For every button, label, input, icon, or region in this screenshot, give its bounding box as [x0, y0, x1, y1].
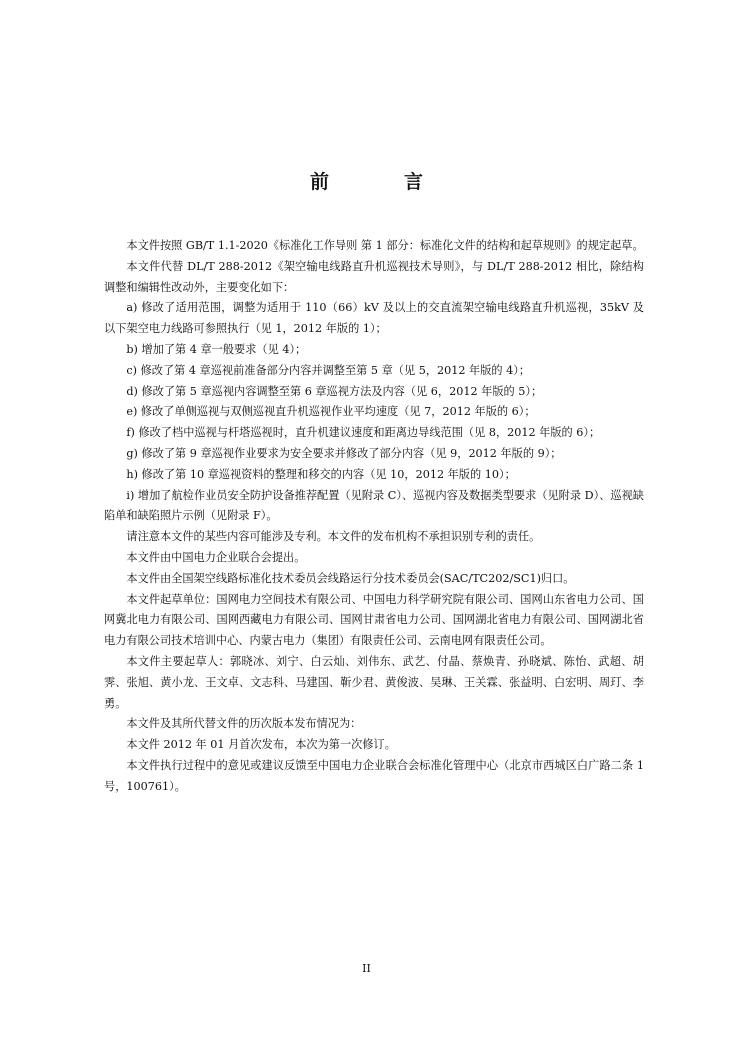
paragraph: 本文件起草单位：国网电力空间技术有限公司、中国电力科学研究院有限公司、国网山东省电力公司、国网冀北电力有限公司、国网西藏电力有限公司、国网甘肃省电力公司、国网湖北省电力有限公司、国网湖北省电力有限公司技术培训中心、内蒙古电力（集团）有限责任公司、云南电网有限责任公司。 — [104, 592, 644, 648]
list-item: a) 修改了适用范围，调整为适用于 110（66）kV 及以上的交直流架空输电线路直升机巡视，35kV 及以下架空电力线路可参照执行（见 1，2012 年版的 1）； — [104, 301, 644, 336]
paragraph: 本文件按照 GB/T 1.1-2020《标准化工作导则 第 1 部分：标准化文件的结构和起草规则》的规定起草。 — [126, 239, 644, 252]
page-number: II — [362, 962, 371, 975]
paragraph: 本文件及其所代替文件的历次版本发布情况为： — [126, 717, 362, 731]
list-item: d) 修改了第 5 章巡视内容调整至第 6 章巡视方法及内容（见 6，2012 年版的 5）； — [126, 384, 543, 398]
paragraph: 本文件由全国架空线路标准化技术委员会线路运行分技术委员会(SAC/TC202/SC1)归口。 — [126, 571, 575, 585]
foreword-body — [104, 236, 644, 798]
list-item: e) 修改了单侧巡视与双侧巡视直升机巡视作业平均速度（见 7，2012 年版的 6）； — [126, 405, 536, 419]
paragraph: 本文件执行过程中的意见或建议反馈至中国电力企业联合会标准化管理中心（北京市西城区白广路二条 1 号，100761）。 — [104, 758, 644, 793]
paragraph: 本文件代替 DL/T 288-2012《架空输电线路直升机巡视技术导则》，与 DL/T 288-2012 相比，除结构调整和编辑性改动外，主要变化如下： — [104, 259, 644, 294]
page-title: 前 言 — [309, 171, 451, 193]
list-item: b) 增加了第 4 章一般要求（见 4）； — [126, 342, 307, 356]
paragraph: 本文件由中国电力企业联合会提出。 — [126, 550, 306, 564]
paragraph: 本文件 2012 年 01 月首次发布，本次为第一次修订。 — [126, 738, 396, 752]
list-item: i) 增加了航检作业员安全防护设备推荐配置（见附录 C）、巡视内容及数据类型要求（见附录 D）、巡视缺陷单和缺陷照片示例（见附录 F）。 — [104, 488, 644, 523]
list-item: c) 修改了第 4 章巡视前准备部分内容并调整至第 5 章（见 5，2012 年版的 4）； — [126, 363, 531, 377]
list-item: f) 修改了档中巡视与杆塔巡视时，直升机建议速度和距离边导线范围（见 8，2012 年版的 6）； — [126, 426, 601, 440]
paragraph: 请注意本文件的某些内容可能涉及专利。本文件的发布机构不承担识别专利的责任。 — [126, 530, 541, 544]
list-item: h) 修改了第 10 章巡视资料的整理和移交的内容（见 10，2012 年版的 10）； — [126, 467, 516, 481]
paragraph: 本文件主要起草人：郭晓冰、刘宁、白云灿、刘伟东、武艺、付晶、蔡焕青、孙晓斌、陈怡、武超、胡霁、张旭、黄小龙、王文卓、文志科、马建国、靳少君、黄俊波、吴琳、王关霖、张益明、白宏明、周玎、李勇。 — [104, 654, 644, 710]
list-item: g) 修改了第 9 章巡视作业要求为安全要求并修改了部分内容（见 9，2012 年版的 9）； — [126, 446, 562, 460]
